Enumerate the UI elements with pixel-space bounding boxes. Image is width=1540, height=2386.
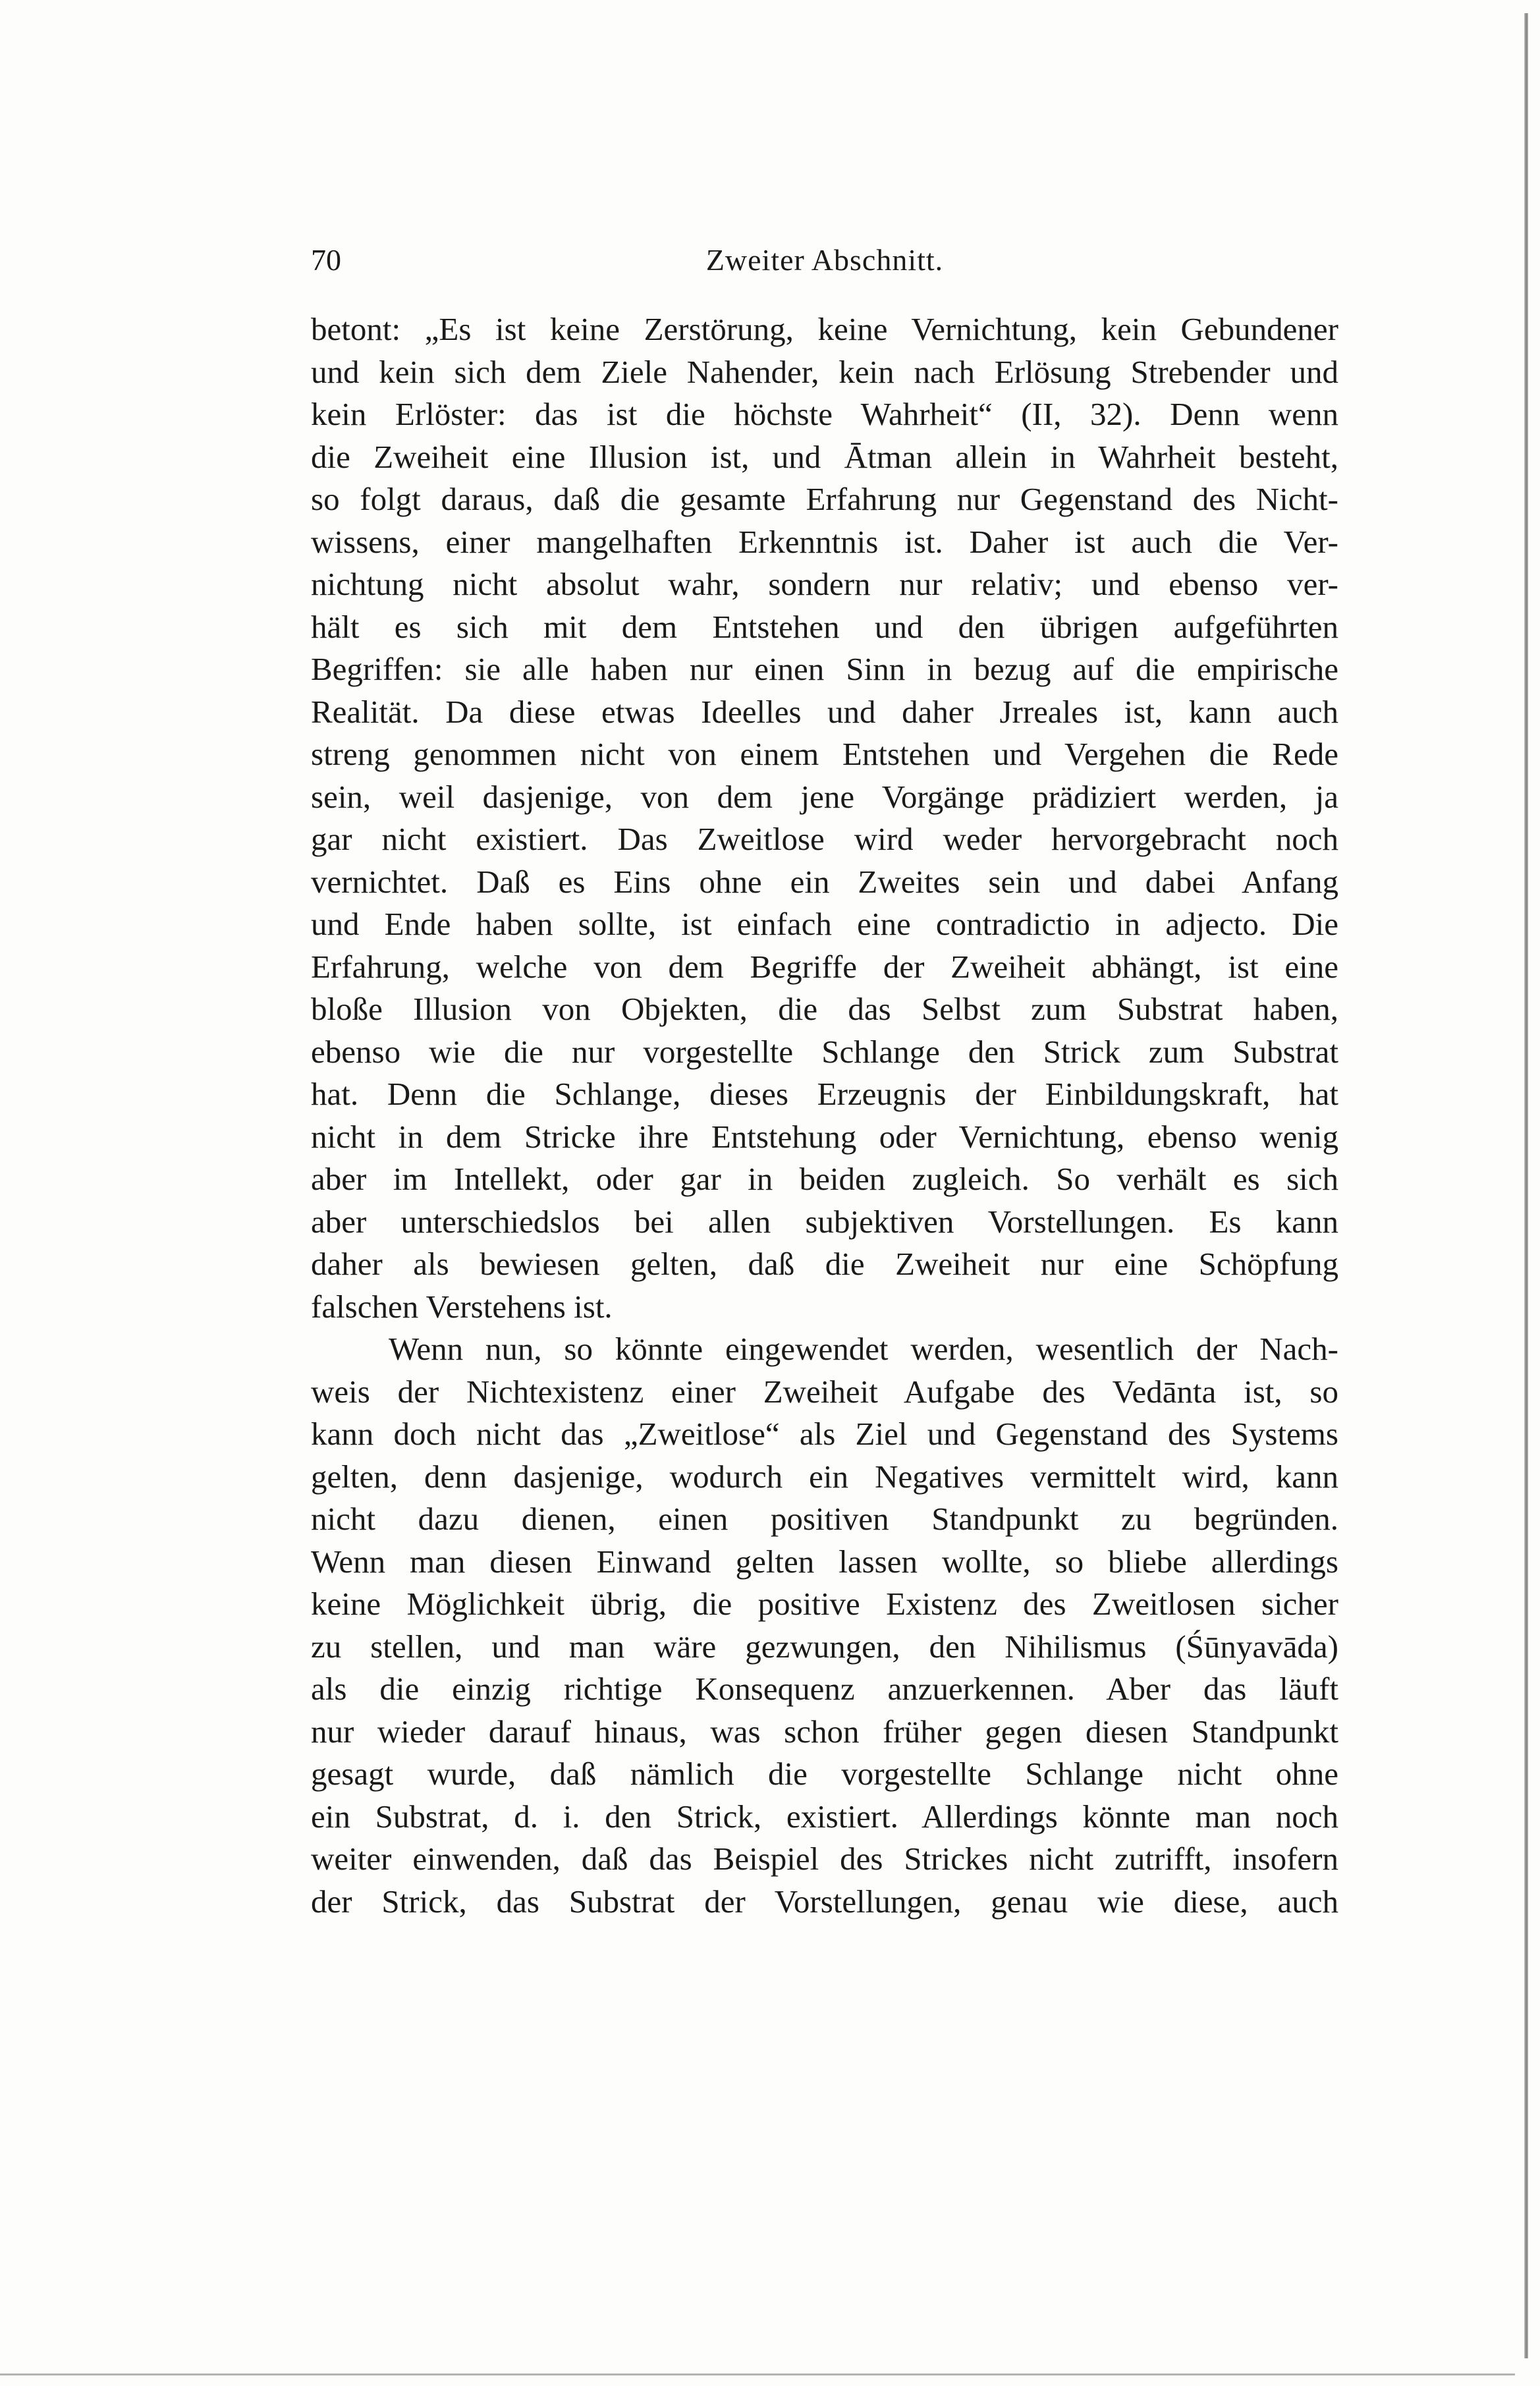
text-line: kein Erlöster: das ist die höchste Wahrheit“ (II, 32). Denn wenn [311, 396, 1338, 432]
text-line: sein, weil dasjenige, von dem jene Vorgänge prädiziert werden, ja [311, 778, 1338, 815]
text-line: als die einzig richtige Konsequenz anzuerkennen. Aber das läuft [311, 1671, 1338, 1707]
text-line: betont: „Es ist keine Zerstörung, keine Vernichtung, kein Gebundener [311, 311, 1338, 347]
text-line: hat. Denn die Schlange, dieses Erzeugnis der Einbildungskraft, hat [311, 1076, 1338, 1112]
section-title: Zweiter Abschnitt. [705, 243, 944, 277]
text-line: Realität. Da diese etwas Ideelles und daher Jrreales ist, kann auch [311, 693, 1338, 730]
running-head [311, 237, 1338, 283]
text-line: und Ende haben sollte, ist einfach eine contradictio in adjecto. Die [311, 906, 1338, 942]
text-line: Wenn nun, so könnte eingewendet werden, wesentlich der Nach- [389, 1331, 1338, 1367]
paragraph-2 [311, 1328, 1338, 1923]
text-line: der Strick, das Substrat der Vorstellungen, genau wie diese, auch [311, 1883, 1338, 1920]
text-line: hält es sich mit dem Entstehen und den übrigen aufgeführten [311, 608, 1338, 645]
text-line: Begriffen: sie alle haben nur einen Sinn in bezug auf die empirische [311, 651, 1338, 687]
text-line: nur wieder darauf hinaus, was schon früher gegen diesen Standpunkt [311, 1713, 1338, 1750]
body-text [311, 308, 1338, 1923]
text-line: wissens, einer mangelhaften Erkenntnis ist. Daher ist auch die Ver- [311, 523, 1338, 560]
text-line: so folgt daraus, daß die gesamte Erfahrung nur Gegenstand des Nicht- [311, 481, 1338, 517]
text-line: gesagt wurde, daß nämlich die vorgestellte Schlange nicht ohne [311, 1756, 1338, 1792]
text-line: aber im Intellekt, oder gar in beiden zugleich. So verhält es sich [311, 1161, 1338, 1197]
text-line: nichtung nicht absolut wahr, sondern nur relativ; und ebenso ver- [311, 566, 1338, 602]
text-line: gar nicht existiert. Das Zweitlose wird weder hervorgebracht noch [311, 821, 1338, 857]
text-line: weiter einwenden, daß das Beispiel des Strickes nicht zutrifft, insofern [311, 1841, 1338, 1877]
paragraph-1 [311, 308, 1338, 1328]
text-line: Erfahrung, welche von dem Begriffe der Zweiheit abhängt, ist eine [311, 948, 1338, 985]
text-line: keine Möglichkeit übrig, die positive Existenz des Zweitlosen sicher [311, 1586, 1338, 1622]
text-line: ein Substrat, d. i. den Strick, existiert. Allerdings könnte man noch [311, 1798, 1338, 1835]
text-line: kann doch nicht das „Zweitlose“ als Ziel und Gegenstand des Systems [311, 1416, 1338, 1452]
text-line: vernichtet. Daß es Eins ohne ein Zweites sein und dabei Anfang [311, 863, 1338, 900]
text-line: bloße Illusion von Objekten, die das Selbst zum Substrat haben, [311, 991, 1338, 1027]
text-line: nicht in dem Stricke ihre Entstehung oder Vernichtung, ebenso wenig [311, 1118, 1338, 1155]
text-line: aber unterschiedslos bei allen subjektiven Vorstellungen. Es kann [311, 1203, 1338, 1240]
text-line: daher als bewiesen gelten, daß die Zweiheit nur eine Schöpfung [311, 1246, 1338, 1282]
text-line: und kein sich dem Ziele Nahender, kein nach Erlösung Strebender und [311, 353, 1338, 390]
text-line: die Zweiheit eine Illusion ist, und Ātman allein in Wahrheit besteht, [311, 438, 1338, 475]
text-line: falschen Verstehens ist. [311, 1288, 613, 1325]
page-edge-shadow [1524, 13, 1528, 2358]
page-number: 70 [311, 243, 341, 277]
text-line: Wenn man diesen Einwand gelten lassen wollte, so bliebe allerdings [311, 1543, 1338, 1580]
text-line: streng genommen nicht von einem Entstehen und Vergehen die Rede [311, 736, 1338, 772]
text-line: gelten, denn dasjenige, wodurch ein Negatives vermittelt wird, kann [311, 1458, 1338, 1495]
text-line: ebenso wie die nur vorgestellte Schlange den Strick zum Substrat [311, 1033, 1338, 1070]
scan-bottom-edge [0, 2373, 1515, 2375]
text-line: nicht dazu dienen, einen positiven Standpunkt zu begründen. [311, 1501, 1338, 1537]
text-line: weis der Nichtexistenz einer Zweiheit Aufgabe des Vedānta ist, so [311, 1373, 1338, 1410]
text-line: zu stellen, und man wäre gezwungen, den Nihilismus (Śūnyavāda) [311, 1628, 1338, 1665]
